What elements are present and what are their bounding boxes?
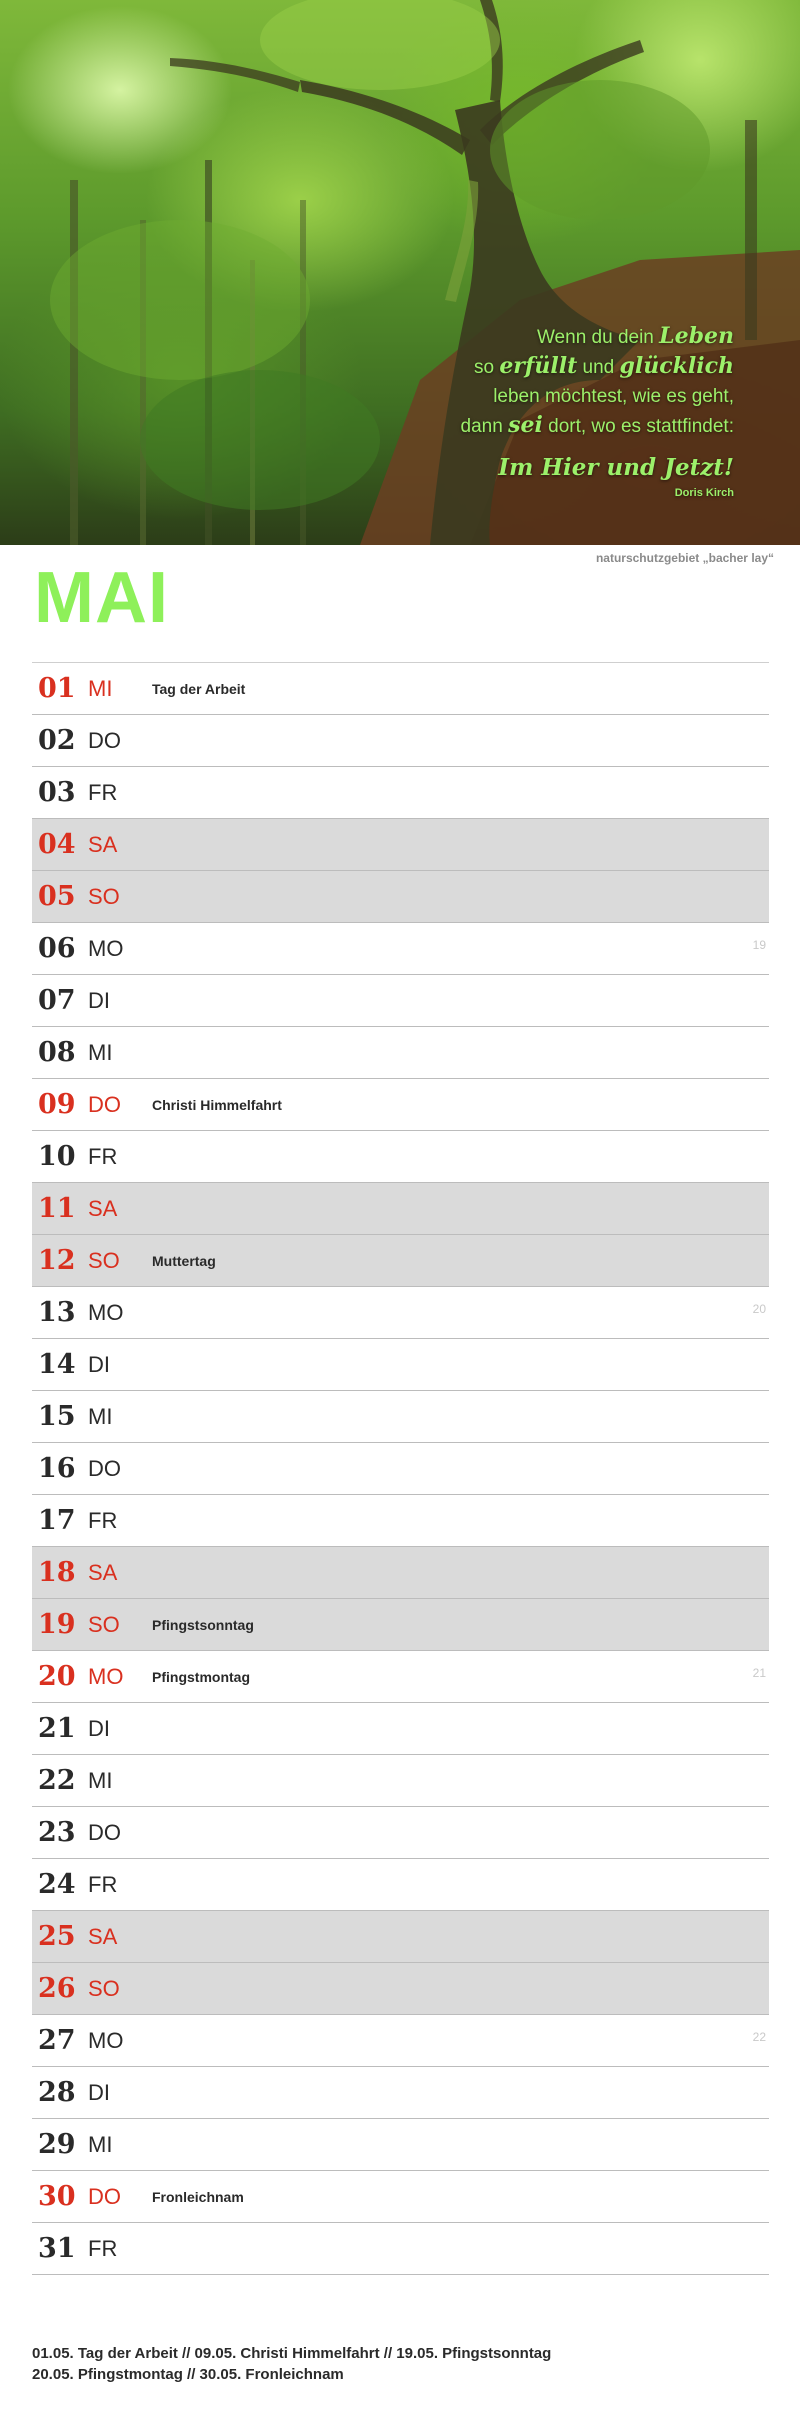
day-number: 08 [38,1037,76,1068]
day-number: 25 [38,1921,76,1952]
day-number: 06 [38,933,76,964]
day-row [32,975,769,1027]
weekday-label: DO [88,1091,121,1117]
weekday-label: DO [88,2183,121,2209]
day-number: 09 [38,1089,76,1120]
weekday-label: SA [88,1923,118,1949]
day-number: 24 [38,1869,76,1900]
day-row [32,1755,769,1807]
day-row [32,1131,769,1183]
day-number: 05 [38,881,76,912]
day-row [32,2171,769,2223]
day-number: 30 [38,2181,76,2212]
holiday-label: Muttertag [152,1252,216,1269]
weekday-label: DO [88,1819,121,1845]
header-photo [0,0,800,545]
day-row [32,1027,769,1079]
day-number: 18 [38,1557,76,1588]
day-row [32,767,769,819]
day-row [32,1443,769,1495]
quote-line-2: so erfüllt und glücklich [473,353,734,379]
weekday-label: MI [88,675,113,701]
weekday-label: MI [88,1403,113,1429]
day-number: 21 [38,1713,76,1744]
weekday-label: MI [88,2131,113,2157]
day-row [32,1599,769,1651]
day-number: 13 [38,1297,76,1328]
day-number: 04 [38,829,76,860]
day-list [32,662,769,2275]
footer-line-2: 20.05. Pfingstmontag // 30.05. Fronleichnam [32,2366,344,2383]
day-row [32,1963,769,2015]
holiday-label: Tag der Arbeit [152,680,246,697]
weekday-label: FR [88,779,118,805]
quote-closing: Im Hier und Jetzt! [498,454,734,481]
weekday-label: DI [88,1351,110,1377]
weekday-label: SA [88,1195,118,1221]
day-number: 11 [38,1193,76,1224]
week-number: 22 [752,2030,766,2044]
day-number: 17 [38,1505,76,1536]
weekday-label: FR [88,2235,118,2261]
weekday-label: MO [88,1663,124,1689]
weekday-label: DI [88,987,110,1013]
day-number: 01 [38,673,76,704]
week-number: 19 [752,938,766,952]
day-row [32,1547,769,1599]
day-row [32,2119,769,2171]
day-row [32,2223,769,2275]
day-row [32,1183,769,1235]
day-number: 16 [38,1453,76,1484]
day-number: 31 [38,2233,76,2264]
day-row [32,663,769,715]
day-number: 26 [38,1973,76,2004]
day-number: 12 [38,1245,76,1276]
weekday-label: MI [88,1767,113,1793]
day-number: 23 [38,1817,76,1848]
day-number: 02 [38,725,76,756]
day-row [32,1079,769,1131]
holiday-footer [32,2343,551,2385]
day-number: 14 [38,1349,76,1380]
quote-line-4: dann sei dort, wo es stattfindet: [460,412,734,438]
day-row [32,819,769,871]
quote-line-1: Wenn du dein Leben [536,323,734,349]
holiday-label: Fronleichnam [152,2188,244,2205]
day-row [32,2015,769,2067]
day-row [32,923,769,975]
weekday-label: DO [88,1455,121,1481]
quote-line-3: leben möchtest, wie es geht, [493,386,734,407]
day-row [32,1703,769,1755]
day-number: 07 [38,985,76,1016]
day-number: 10 [38,1141,76,1172]
day-row [32,1287,769,1339]
weekday-label: FR [88,1871,118,1897]
footer-line-1: 01.05. Tag der Arbeit // 09.05. Christi Himmelfahrt // 19.05. Pfingstsonntag [32,2345,552,2362]
weekday-label: SO [88,1611,120,1637]
quote-block [374,322,734,500]
week-number: 21 [752,1666,766,1680]
weekday-label: DI [88,2079,110,2105]
weekday-label: MO [88,935,124,961]
day-row [32,871,769,923]
quote-author: Doris Kirch [674,487,734,499]
day-number: 15 [38,1401,76,1432]
day-row [32,1859,769,1911]
week-number: 20 [752,1302,766,1316]
holiday-label: Pfingstmontag [152,1668,250,1685]
day-row [32,1495,769,1547]
day-number: 19 [38,1609,76,1640]
day-row [32,1235,769,1287]
weekday-label: SO [88,1975,120,2001]
day-number: 22 [38,1765,76,1796]
weekday-label: SO [88,1247,120,1273]
weekday-label: DO [88,727,121,753]
day-row [32,1339,769,1391]
day-row [32,1911,769,1963]
weekday-label: MI [88,1039,113,1065]
day-number: 03 [38,777,76,808]
weekday-label: SA [88,1559,118,1585]
weekday-label: FR [88,1507,118,1533]
day-row [32,1651,769,1703]
day-row [32,1391,769,1443]
holiday-label: Pfingstsonntag [152,1616,254,1633]
month-title: MAI [34,558,169,638]
weekday-label: SA [88,831,118,857]
day-row [32,2067,769,2119]
holiday-label: Christi Himmelfahrt [152,1096,282,1113]
weekday-label: MO [88,2027,124,2053]
day-number: 28 [38,2077,76,2108]
day-row [32,715,769,767]
weekday-label: DI [88,1715,110,1741]
day-row [32,1807,769,1859]
weekday-label: MO [88,1299,124,1325]
weekday-label: SO [88,883,120,909]
day-number: 20 [38,1661,76,1692]
day-number: 29 [38,2129,76,2160]
photo-credit: naturschutzgebiet „bacher lay“ [595,551,774,565]
day-number: 27 [38,2025,76,2056]
weekday-label: FR [88,1143,118,1169]
